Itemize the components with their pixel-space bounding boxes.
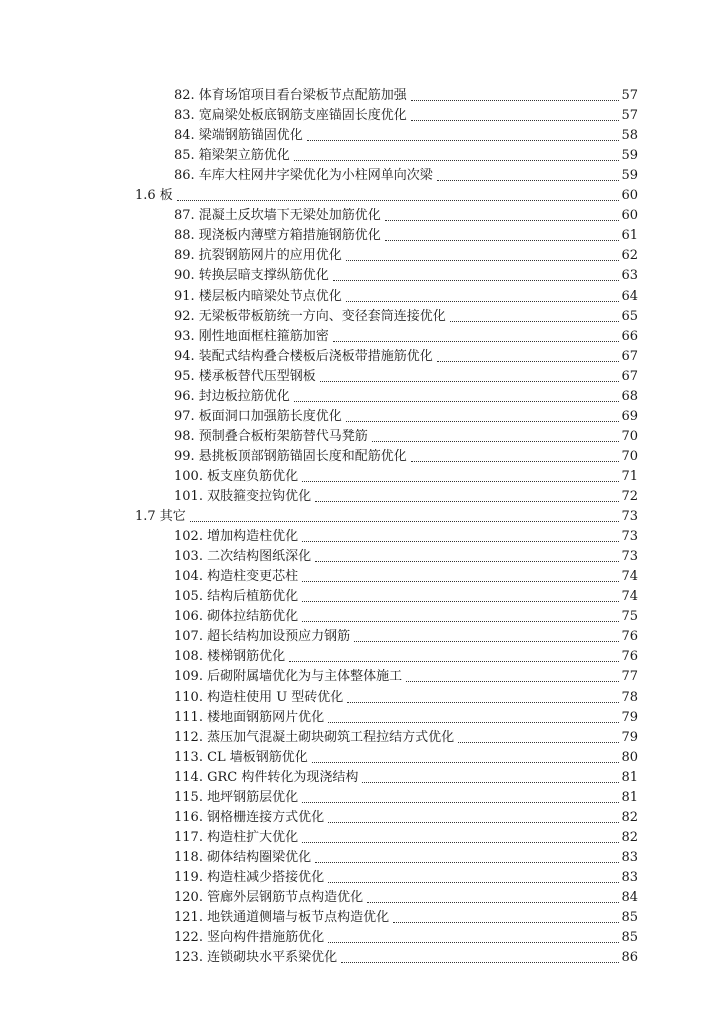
toc-page-number: 60: [621, 188, 638, 204]
toc-entry-label: 1.7 其它: [135, 509, 186, 525]
toc-entry-label: 86. 车库大柱网井字梁优化为小柱网单向次梁: [174, 168, 433, 184]
dot-leader: [302, 620, 619, 622]
toc-entry-row: [174, 667, 638, 685]
dot-leader: [458, 741, 619, 743]
toc-entry-label: 102. 增加构造柱优化: [174, 529, 299, 545]
toc-page-number: 85: [621, 910, 638, 926]
toc-page-number: 65: [621, 308, 638, 324]
toc-page-number: 69: [621, 408, 638, 424]
toc-entry-label: 97. 板面洞口加强筋长度优化: [174, 408, 342, 424]
toc-entry-label: 120. 管廊外层钢筋节点构造优化: [174, 890, 364, 905]
toc-entry-label: 113. CL 墙板钢筋优化: [174, 749, 308, 765]
toc-page-number: 70: [621, 448, 638, 464]
toc-entry-label: 104. 构造柱变更芯柱: [174, 569, 299, 585]
dot-leader: [294, 400, 620, 402]
toc-entry-row: [174, 487, 638, 505]
dot-leader: [362, 781, 619, 783]
toc-entry-label: 117. 构造柱扩大优化: [174, 829, 299, 845]
toc-page-number: 71: [621, 468, 638, 484]
toc-entry-label: 109. 后砌附属墙优化为与主体整体施工: [174, 669, 403, 685]
toc-entry-label: 90. 转换层暗支撑纵筋优化: [174, 268, 329, 284]
toc-entry-row: [174, 928, 638, 946]
dot-leader: [393, 921, 619, 923]
toc-page-number: 84: [621, 890, 638, 905]
toc-entry-label: 122. 竖向构件措施筋优化: [174, 930, 325, 946]
toc-entry-row: [174, 607, 638, 625]
toc-page-number: 77: [621, 669, 638, 685]
toc-entry-label: 108. 楼梯钢筋优化: [174, 649, 286, 665]
dot-leader: [315, 500, 619, 502]
toc-page-number: 58: [621, 128, 638, 144]
dot-leader: [302, 580, 619, 582]
toc-entry-label: 121. 地铁通道侧墙与板节点构造优化: [174, 910, 390, 926]
toc-entry-row: [174, 467, 638, 485]
toc-entry-row: [174, 647, 638, 665]
toc-entry-label: 105. 结构后植筋优化: [174, 589, 299, 605]
toc-entry-row: [174, 447, 638, 465]
toc-entry-label: 93. 刚性地面框柱箍筋加密: [174, 328, 329, 344]
toc-entry-row: [174, 708, 638, 726]
toc-entry-label: 99. 悬挑板顶部钢筋锚固长度和配筋优化: [174, 448, 407, 464]
toc-entry-label: 107. 超长结构加设预应力钢筋: [174, 629, 351, 645]
toc-entry-label: 106. 砌体拉结筋优化: [174, 609, 299, 625]
toc-page-number: 59: [621, 148, 638, 164]
toc-entry-row: [174, 266, 638, 284]
toc-entry-label: 87. 混凝土反坎墙下无梁处加筋优化: [174, 208, 381, 224]
toc-page-number: 76: [621, 629, 638, 645]
toc-entry-label: 95. 楼承板替代压型钢板: [174, 368, 316, 384]
toc-entry-row: [174, 347, 638, 365]
toc-entry-row: [174, 527, 638, 545]
toc-entry-row: [174, 808, 638, 826]
dot-leader: [437, 360, 620, 362]
dot-leader: [328, 721, 619, 723]
dot-leader: [346, 420, 620, 422]
dot-leader: [385, 219, 620, 221]
toc-entry-row: [174, 327, 638, 345]
toc-entry-label: 83. 宽扁梁处板底钢筋支座锚固长度优化: [174, 108, 407, 124]
toc-page-number: 74: [621, 589, 638, 605]
toc-page-number: 67: [621, 348, 638, 364]
toc-page-number: 64: [621, 288, 638, 304]
toc-page-number: 75: [621, 609, 638, 625]
dot-leader: [411, 460, 620, 462]
dot-leader: [406, 680, 619, 682]
toc-entry-row: [174, 367, 638, 385]
dot-leader: [294, 159, 620, 161]
dot-leader: [328, 821, 619, 823]
toc-entry-row: [174, 828, 638, 846]
toc-page-number: 81: [621, 789, 638, 805]
dot-leader: [302, 600, 619, 602]
toc-entry-row: [174, 567, 638, 585]
toc-page-number: 66: [621, 328, 638, 344]
toc-entry-row: [174, 307, 638, 325]
toc-section-row: [135, 186, 638, 204]
toc-entry-row: [174, 427, 638, 445]
toc-entry-row: [174, 226, 638, 244]
toc-page-number: 57: [621, 88, 638, 103]
toc-entry-row: [174, 206, 638, 224]
dot-leader: [341, 961, 619, 963]
toc-page-number: 79: [621, 729, 638, 745]
toc-page-number: 82: [621, 829, 638, 845]
toc-entry-row: [174, 948, 638, 966]
toc-entry-label: 88. 现浇板内薄壁方箱措施钢筋优化: [174, 228, 381, 244]
toc-page-number: 62: [621, 248, 638, 264]
toc-entry-row: [174, 908, 638, 926]
toc-page-number: 70: [621, 428, 638, 444]
toc-entry-row: [174, 547, 638, 565]
toc-entry-row: [174, 166, 638, 184]
dot-leader: [347, 701, 619, 703]
toc-entry-label: 123. 连锁砌块水平系梁优化: [174, 950, 338, 966]
dot-leader: [333, 340, 620, 342]
toc-entry-label: 119. 构造柱减少搭接优化: [174, 869, 325, 885]
toc-entry-row: [174, 868, 638, 886]
dot-leader: [333, 279, 620, 281]
dot-leader: [312, 761, 620, 763]
dot-leader: [315, 861, 619, 863]
toc-section-row: [135, 507, 638, 525]
toc-page-number: 83: [621, 849, 638, 865]
toc-entry-row: [174, 688, 638, 706]
toc-page-number: 61: [621, 228, 638, 244]
toc-entry-label: 114. GRC 构件转化为现浇结构: [174, 769, 359, 785]
dot-leader: [411, 99, 620, 101]
toc-entry-label: 89. 抗裂钢筋网片的应用优化: [174, 248, 342, 264]
toc-entry-label: 118. 砌体结构圈梁优化: [174, 849, 312, 865]
toc-entry-label: 110. 构造柱使用 U 型砖优化: [174, 689, 344, 705]
toc-page-number: 59: [621, 168, 638, 184]
toc-entry-label: 101. 双肢箍变拉钩优化: [174, 489, 312, 504]
toc-page-number: 82: [621, 809, 638, 825]
dot-leader: [190, 520, 620, 522]
dot-leader: [328, 881, 619, 883]
toc-page-number: 63: [621, 268, 638, 284]
dot-leader: [315, 560, 619, 562]
toc-page-number: 67: [621, 368, 638, 384]
dot-leader: [411, 119, 620, 121]
toc-entry-row: [174, 768, 638, 786]
toc-entry-label: 92. 无梁板带板筋统一方向、变径套筒连接优化: [174, 308, 446, 324]
dot-leader: [302, 841, 619, 843]
toc-entry-label: 94. 装配式结构叠合楼板后浇板带措施筋优化: [174, 348, 433, 364]
toc-entry-row: [174, 627, 638, 645]
toc-entry-label: 82. 体育场馆项目看台梁板节点配筋加强: [174, 88, 407, 103]
toc-entry-label: 111. 楼地面钢筋网片优化: [174, 709, 325, 725]
toc-entry-row: [174, 106, 638, 124]
toc-page-number: 60: [621, 208, 638, 224]
toc-page-number: 86: [621, 950, 638, 966]
dot-leader: [307, 139, 620, 141]
toc-entry-row: [174, 246, 638, 264]
toc-entry-label: 103. 二次结构图纸深化: [174, 549, 312, 565]
toc-entry-row: [174, 387, 638, 405]
dot-leader: [328, 941, 619, 943]
dot-leader: [346, 300, 620, 302]
toc-page-number: 79: [621, 709, 638, 725]
toc-page-number: 68: [621, 388, 638, 404]
toc-entry-row: [174, 287, 638, 305]
toc-page-number: 73: [621, 549, 638, 565]
toc-entry-row: [174, 407, 638, 425]
toc-entry-row: [174, 587, 638, 605]
toc-page-number: 76: [621, 649, 638, 665]
toc-entry-label: 85. 箱梁架立筋优化: [174, 148, 290, 164]
toc-page-number: 57: [621, 108, 638, 124]
dot-leader: [372, 440, 620, 442]
toc-page-number: 73: [621, 509, 638, 525]
dot-leader: [320, 380, 620, 382]
toc-entry-label: 96. 封边板拉筋优化: [174, 388, 290, 404]
dot-leader: [302, 540, 619, 542]
dot-leader: [302, 801, 619, 803]
dot-leader: [385, 239, 620, 241]
toc-page-number: 80: [621, 749, 638, 765]
dot-leader: [346, 259, 620, 261]
toc-entry-label: 115. 地坪钢筋层优化: [174, 789, 299, 805]
toc-page-number: 72: [621, 489, 638, 504]
toc-entry-label: 112. 蒸压加气混凝土砌块砌筑工程拉结方式优化: [174, 729, 455, 745]
toc-page-number: 73: [621, 529, 638, 545]
toc-entry-row: [174, 848, 638, 866]
toc-entry-label: 91. 楼层板内暗梁处节点优化: [174, 288, 342, 304]
toc-entry-label: 98. 预制叠合板桁架筋替代马凳筋: [174, 428, 368, 444]
toc-entry-label: 100. 板支座负筋优化: [174, 468, 299, 484]
dot-leader: [302, 480, 619, 482]
toc-page-number: 85: [621, 930, 638, 946]
dot-leader: [367, 901, 619, 903]
toc-entry-row: [174, 748, 638, 766]
toc-entry-label: 84. 梁端钢筋锚固优化: [174, 128, 303, 144]
dot-leader: [450, 320, 620, 322]
toc-page-number: 83: [621, 869, 638, 885]
toc-entry-row: [174, 86, 638, 104]
dot-leader: [437, 179, 620, 181]
dot-leader: [177, 199, 620, 201]
toc-entry-label: 116. 钢格栅连接方式优化: [174, 809, 325, 825]
toc-entry-row: [174, 126, 638, 144]
toc-page-number: 78: [621, 689, 638, 705]
dot-leader: [289, 660, 619, 662]
toc-entry-row: [174, 888, 638, 906]
toc-page-number: 74: [621, 569, 638, 585]
toc-entry-row: [174, 728, 638, 746]
toc-entry-row: [174, 146, 638, 164]
toc-entry-label: 1.6 板: [135, 188, 173, 204]
toc-entry-row: [174, 788, 638, 806]
dot-leader: [354, 640, 619, 642]
toc-page-number: 81: [621, 769, 638, 785]
